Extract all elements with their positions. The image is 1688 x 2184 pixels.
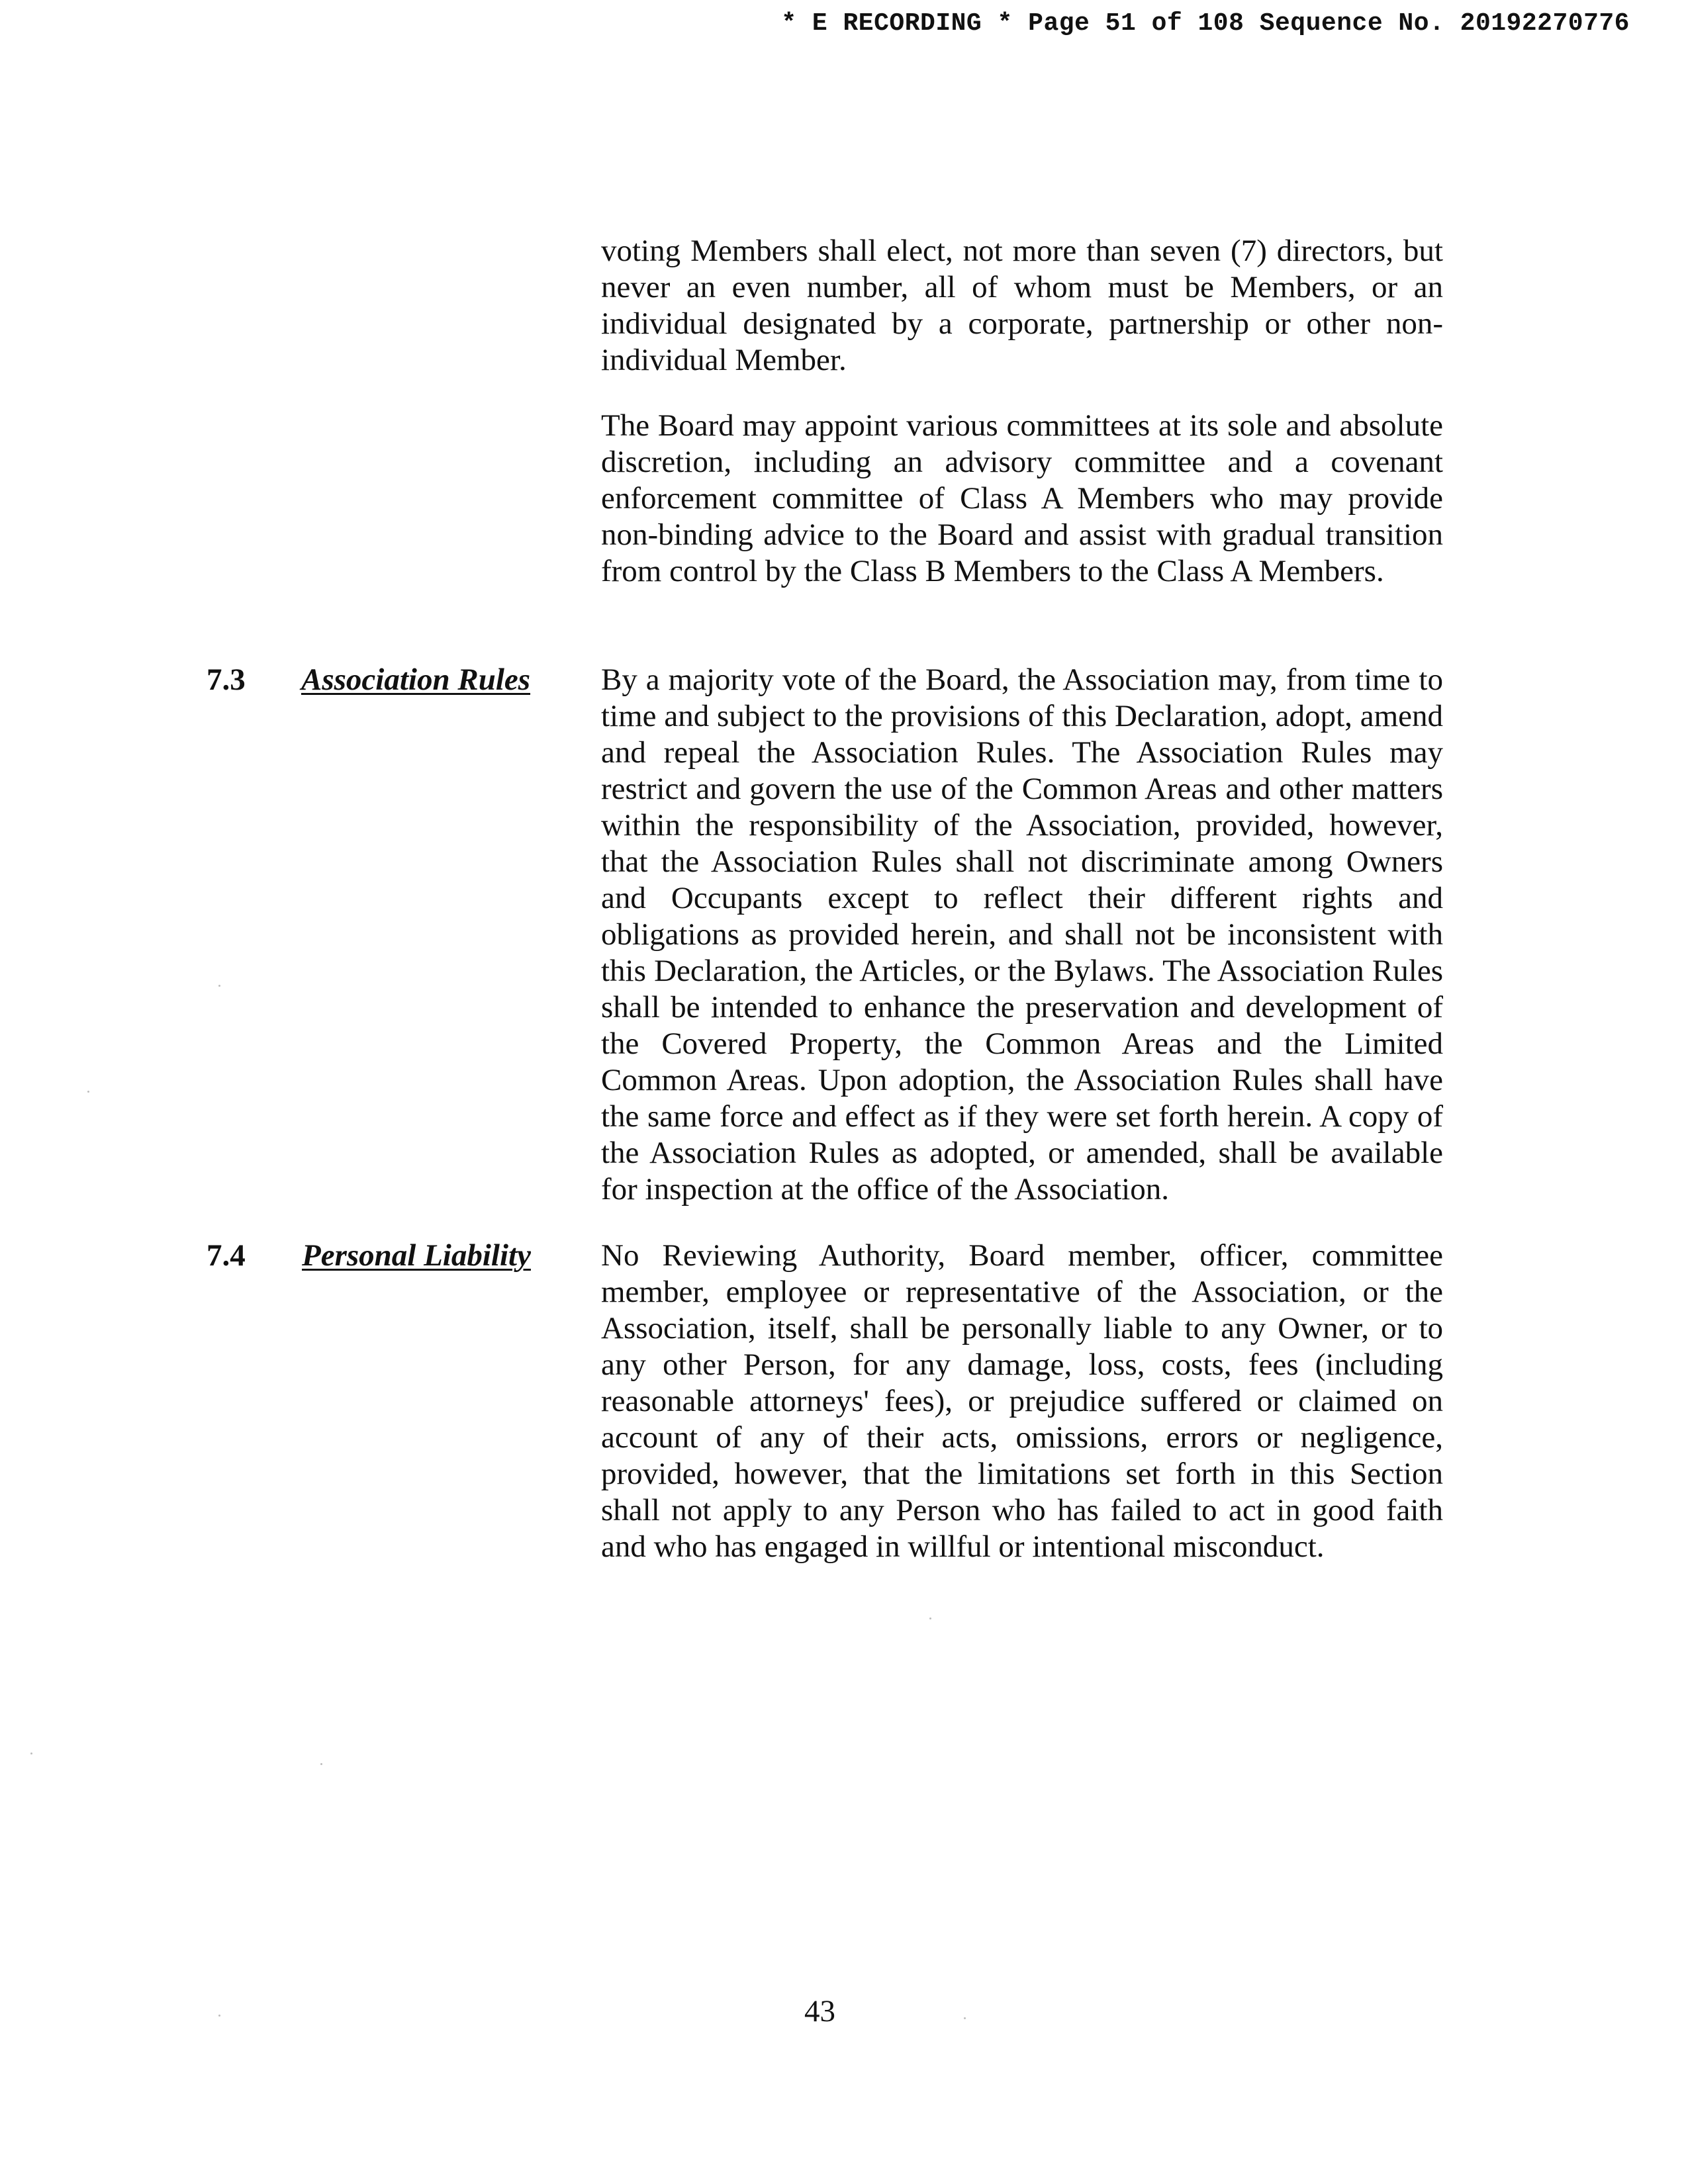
section-number-7-3: 7.3 <box>207 662 246 697</box>
scan-speck <box>929 1617 931 1619</box>
section-title-personal-liability: Personal Liability <box>302 1238 531 1273</box>
section-number-7-4: 7.4 <box>207 1238 246 1273</box>
scan-speck <box>964 2017 966 2019</box>
section-text-personal-liability: No Reviewing Authority, Board member, officer, committee member, employee or representative of the Association, or the Association, itself, shall be personally liable to any Owner, or to any other Person, for any damage, loss, costs, fees (including reasonable attorneys' fees), or prejudice suffered or claimed on account of any of their acts, omissions, errors or negligence, provided, however, that the limitations set forth in this Section shall not apply to any Person who has failed to act in good faith and who has engaged in willful or intentional misconduct. <box>601 1238 1443 1564</box>
scan-speck <box>218 985 220 987</box>
scan-speck <box>30 1752 32 1754</box>
scan-speck <box>320 1763 322 1765</box>
scan-speck <box>218 2015 220 2017</box>
continuation-paragraph-voting: voting Members shall elect, not more than seven (7) directors, but never an even number, all of whom must be Members, or an individual designated by a corporate, partnership or other non-individual Member. <box>601 234 1443 377</box>
recording-header: * E RECORDING * Page 51 of 108 Sequence No. 20192270776 <box>781 9 1630 38</box>
page-number: 43 <box>804 1994 835 2028</box>
section-text-association-rules: By a majority vote of the Board, the Association may, from time to time and subject to the provisions of this Declaration, adopt, amend and repeal the Association Rules. The Association Rules may restrict and govern the use of the Common Areas and other matters within the responsibility of the Association, provided, however, that the Association Rules shall not discriminate among Owners and Occupants except to reflect their different rights and obligations as provided herein, and shall not be inconsistent with this Declaration, the Articles, or the Bylaws. The Association Rules shall be intended to enhance the preservation and development of the Covered Property, the Common Areas and the Limited Common Areas. Upon adoption, the Association Rules shall have the same force and effect as if they were set forth herein. A copy of the Association Rules as adopted, or amended, shall be available for inspection at the office of the Association. <box>601 662 1443 1206</box>
continuation-paragraph-committees: The Board may appoint various committees at its sole and absolute discretion, including an advisory committee and a covenant enforcement committee of Class A Members who may provide non-binding advice to the Board and assist with gradual transition from control by the Class B Members to the Class A Members. <box>601 408 1443 588</box>
scan-speck <box>87 1091 89 1093</box>
section-title-association-rules: Association Rules <box>301 662 531 697</box>
